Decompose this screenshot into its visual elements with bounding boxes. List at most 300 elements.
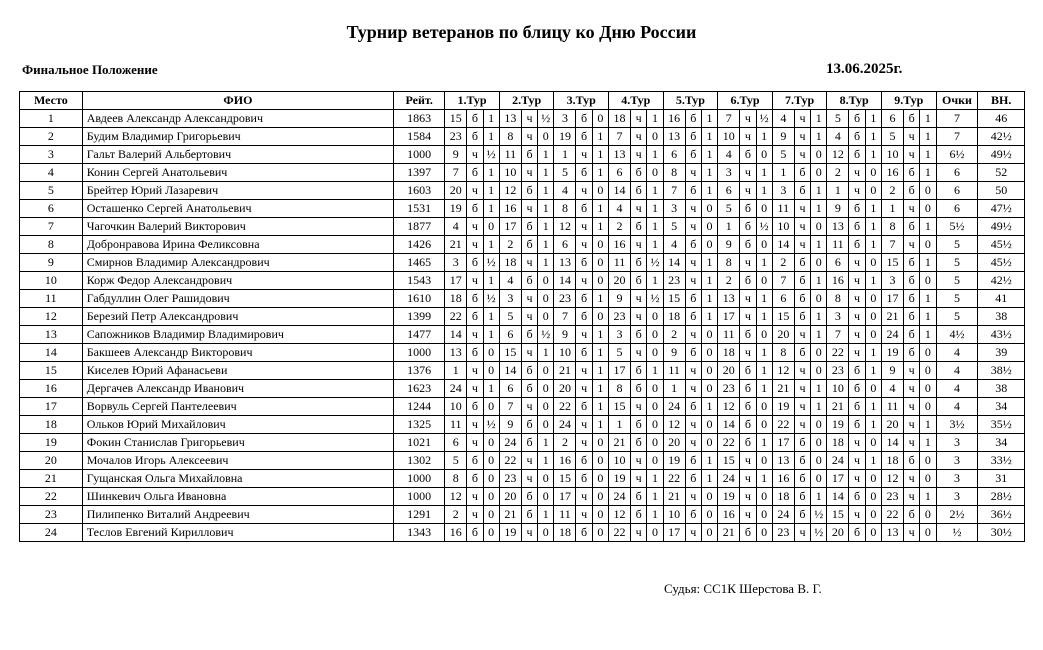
cell-opponent: 2 [499, 236, 521, 254]
cell-color: б [631, 164, 647, 182]
cell-result: 0 [865, 524, 881, 542]
cell-color: ч [740, 470, 756, 488]
cell-opponent: 22 [663, 470, 685, 488]
cell-color: ч [849, 164, 865, 182]
cell-result: 1 [483, 164, 499, 182]
cell-points: 5 [936, 272, 978, 290]
cell-points: 6½ [936, 146, 978, 164]
cell-name: Брейтер Юрий Лазаревич [82, 182, 393, 200]
cell-opponent: 14 [718, 416, 740, 434]
cell-opponent: 17 [499, 218, 521, 236]
cell-color: ч [740, 344, 756, 362]
cell-opponent: 19 [554, 128, 576, 146]
cell-color: б [576, 398, 592, 416]
cell-opponent: 14 [827, 488, 849, 506]
cell-result: 0 [701, 506, 717, 524]
cell-place: 18 [20, 416, 83, 434]
cell-color: б [794, 470, 810, 488]
cell-result: 0 [920, 362, 936, 380]
cell-color: б [467, 200, 483, 218]
cell-result: 0 [592, 524, 608, 542]
cell-opponent: 21 [554, 362, 576, 380]
cell-color: б [576, 110, 592, 128]
cell-color: б [849, 398, 865, 416]
cell-opponent: 17 [663, 524, 685, 542]
cell-result: 0 [647, 416, 663, 434]
cell-place: 12 [20, 308, 83, 326]
cell-rating: 1623 [394, 380, 445, 398]
cell-points: 5 [936, 308, 978, 326]
header-round-7: 7.Тур [772, 92, 827, 110]
cell-color: ч [576, 416, 592, 434]
cell-color: ч [576, 434, 592, 452]
cell-result: 1 [647, 272, 663, 290]
cell-result: 1 [701, 146, 717, 164]
cell-opponent: 1 [827, 182, 849, 200]
cell-color: б [685, 290, 701, 308]
cell-opponent: 12 [881, 470, 903, 488]
cell-result: 0 [701, 218, 717, 236]
table-row [20, 416, 1025, 434]
cell-color: б [631, 362, 647, 380]
cell-color: б [576, 290, 592, 308]
cell-buchholz: 39 [978, 344, 1025, 362]
cell-opponent: 2 [554, 434, 576, 452]
cell-result: 0 [483, 398, 499, 416]
cell-color: ч [685, 362, 701, 380]
cell-color: б [794, 290, 810, 308]
cell-opponent: 8 [772, 344, 794, 362]
cell-buchholz: 43½ [978, 326, 1025, 344]
cell-color: б [576, 470, 592, 488]
cell-opponent: 10 [554, 344, 576, 362]
cell-place: 7 [20, 218, 83, 236]
cell-result: 1 [592, 326, 608, 344]
cell-opponent: 17 [609, 362, 631, 380]
cell-color: ч [576, 362, 592, 380]
cell-opponent: 6 [718, 182, 740, 200]
cell-points: 5 [936, 236, 978, 254]
cell-color: ч [467, 326, 483, 344]
cell-opponent: 23 [554, 290, 576, 308]
table-row [20, 344, 1025, 362]
cell-name: Бакшеев Александр Викторович [82, 344, 393, 362]
table-row [20, 308, 1025, 326]
cell-opponent: 17 [881, 290, 903, 308]
cell-opponent: 24 [827, 452, 849, 470]
cell-buchholz: 41 [978, 290, 1025, 308]
cell-color: б [849, 488, 865, 506]
cell-color: б [467, 164, 483, 182]
cell-color: б [576, 164, 592, 182]
cell-name: Ольков Юрий Михайлович [82, 416, 393, 434]
cell-rating: 1399 [394, 308, 445, 326]
cell-name: Конин Сергей Анатольевич [82, 164, 393, 182]
cell-color: б [467, 110, 483, 128]
cell-result: 0 [865, 326, 881, 344]
cell-color: б [849, 218, 865, 236]
cell-color: ч [794, 524, 810, 542]
cell-result: 0 [647, 164, 663, 182]
cell-opponent: 9 [663, 344, 685, 362]
cell-result: 1 [811, 182, 827, 200]
cell-color: ч [521, 200, 537, 218]
header-round-5: 5.Тур [663, 92, 718, 110]
cell-color: б [467, 254, 483, 272]
cell-color: ч [631, 290, 647, 308]
cell-opponent: 8 [663, 164, 685, 182]
cell-points: 3 [936, 470, 978, 488]
cell-result: 0 [701, 434, 717, 452]
cell-result: 1 [756, 470, 772, 488]
cell-opponent: 13 [554, 254, 576, 272]
cell-result: 1 [701, 398, 717, 416]
cell-opponent: 6 [881, 110, 903, 128]
cell-buchholz: 45½ [978, 254, 1025, 272]
cell-result: 1 [756, 380, 772, 398]
table-row [20, 398, 1025, 416]
cell-opponent: 13 [663, 128, 685, 146]
cell-result: 1 [811, 200, 827, 218]
cell-points: 3 [936, 434, 978, 452]
cell-result: 1 [920, 416, 936, 434]
cell-opponent: 4 [827, 128, 849, 146]
cell-color: ч [904, 398, 920, 416]
cell-opponent: 6 [609, 164, 631, 182]
cell-result: 0 [647, 344, 663, 362]
table-row [20, 218, 1025, 236]
cell-result: 0 [701, 488, 717, 506]
cell-opponent: 9 [881, 362, 903, 380]
cell-color: б [740, 218, 756, 236]
cell-buchholz: 49½ [978, 218, 1025, 236]
cell-opponent: 8 [881, 218, 903, 236]
cell-opponent: 23 [609, 308, 631, 326]
cell-color: ч [576, 218, 592, 236]
cell-color: ч [521, 470, 537, 488]
table-row [20, 290, 1025, 308]
cell-result: 1 [865, 218, 881, 236]
cell-color: ч [467, 236, 483, 254]
cell-color: ч [521, 308, 537, 326]
cell-place: 13 [20, 326, 83, 344]
cell-color: ч [740, 128, 756, 146]
header-round-9: 9.Тур [881, 92, 936, 110]
cell-result: 0 [483, 488, 499, 506]
cell-opponent: 2 [609, 218, 631, 236]
cell-color: ч [740, 488, 756, 506]
cell-points: 4 [936, 398, 978, 416]
cell-opponent: 23 [499, 470, 521, 488]
cell-opponent: 10 [772, 218, 794, 236]
cell-opponent: 9 [499, 416, 521, 434]
cell-result: 1 [538, 452, 554, 470]
cell-color: ч [467, 272, 483, 290]
cell-result: 0 [811, 164, 827, 182]
cell-opponent: 13 [772, 452, 794, 470]
cell-rating: 1000 [394, 146, 445, 164]
cell-result: 1 [647, 200, 663, 218]
cell-color: б [631, 218, 647, 236]
cell-color: б [521, 146, 537, 164]
cell-opponent: 2 [772, 254, 794, 272]
cell-opponent: 1 [772, 164, 794, 182]
cell-color: б [685, 506, 701, 524]
cell-buchholz: 34 [978, 434, 1025, 452]
cell-result: 1 [811, 128, 827, 146]
cell-result: ½ [483, 416, 499, 434]
cell-color: ч [631, 398, 647, 416]
cell-opponent: 11 [663, 362, 685, 380]
cell-color: ч [740, 290, 756, 308]
cell-rating: 1291 [394, 506, 445, 524]
table-row [20, 470, 1025, 488]
cell-name: Фокин Станислав Григорьевич [82, 434, 393, 452]
cell-color: б [904, 164, 920, 182]
cell-result: 0 [647, 128, 663, 146]
cell-result: 0 [920, 344, 936, 362]
cell-opponent: 20 [499, 488, 521, 506]
cell-name: Авдеев Александр Александрович [82, 110, 393, 128]
cell-opponent: 1 [609, 416, 631, 434]
cell-opponent: 2 [663, 326, 685, 344]
cell-points: 3 [936, 488, 978, 506]
cell-color: ч [685, 326, 701, 344]
cell-opponent: 4 [663, 236, 685, 254]
cell-color: ч [740, 452, 756, 470]
cell-points: 5½ [936, 218, 978, 236]
cell-result: 0 [756, 326, 772, 344]
cell-result: 0 [920, 200, 936, 218]
cell-place: 22 [20, 488, 83, 506]
cell-result: 0 [920, 272, 936, 290]
cell-opponent: 6 [772, 290, 794, 308]
cell-result: 1 [483, 380, 499, 398]
table-row [20, 200, 1025, 218]
cell-color: б [904, 344, 920, 362]
cell-color: ч [904, 488, 920, 506]
cell-opponent: 14 [881, 434, 903, 452]
cell-result: 1 [920, 290, 936, 308]
cell-result: 0 [592, 110, 608, 128]
cell-color: ч [521, 110, 537, 128]
cell-opponent: 21 [663, 488, 685, 506]
cell-result: 0 [592, 488, 608, 506]
cell-result: 0 [865, 506, 881, 524]
cell-opponent: 14 [499, 362, 521, 380]
table-row [20, 362, 1025, 380]
cell-color: ч [576, 380, 592, 398]
cell-color: б [521, 380, 537, 398]
cell-color: б [521, 434, 537, 452]
cell-opponent: 23 [718, 380, 740, 398]
cell-result: 0 [647, 524, 663, 542]
cell-color: б [740, 398, 756, 416]
cell-color: ч [740, 308, 756, 326]
cell-opponent: 17 [718, 308, 740, 326]
cell-color: б [849, 236, 865, 254]
cell-color: ч [794, 398, 810, 416]
cell-result: 1 [538, 506, 554, 524]
header-round-3: 3.Тур [554, 92, 609, 110]
cell-color: б [740, 200, 756, 218]
cell-result: 1 [592, 398, 608, 416]
cell-name: Березий Петр Александрович [82, 308, 393, 326]
cell-result: 0 [756, 488, 772, 506]
cell-color: б [685, 182, 701, 200]
cell-opponent: 17 [772, 434, 794, 452]
cell-color: б [904, 218, 920, 236]
cell-points: 4 [936, 344, 978, 362]
cell-result: ½ [756, 218, 772, 236]
cell-opponent: 14 [554, 272, 576, 290]
cell-opponent: 7 [499, 398, 521, 416]
table-row [20, 236, 1025, 254]
cell-opponent: 5 [445, 452, 467, 470]
cell-color: ч [576, 146, 592, 164]
cell-color: б [685, 146, 701, 164]
cell-result: 1 [538, 236, 554, 254]
cell-result: 1 [538, 254, 554, 272]
cell-opponent: 6 [445, 434, 467, 452]
cell-color: ч [467, 488, 483, 506]
cell-opponent: 22 [827, 344, 849, 362]
cell-result: 1 [756, 164, 772, 182]
cell-opponent: 23 [827, 362, 849, 380]
cell-color: ч [467, 146, 483, 164]
cell-opponent: 21 [609, 434, 631, 452]
cell-opponent: 1 [663, 380, 685, 398]
cell-result: 0 [647, 308, 663, 326]
cell-result: 0 [701, 344, 717, 362]
cell-color: ч [849, 452, 865, 470]
cell-result: 1 [592, 380, 608, 398]
cell-opponent: 5 [827, 110, 849, 128]
cell-opponent: 24 [881, 326, 903, 344]
cell-opponent: 20 [718, 362, 740, 380]
cell-result: 1 [647, 506, 663, 524]
table-header-row [20, 92, 1025, 110]
cell-opponent: 22 [554, 398, 576, 416]
cell-result: 1 [865, 236, 881, 254]
cell-color: ч [849, 272, 865, 290]
cell-opponent: 11 [554, 506, 576, 524]
cell-buchholz: 35½ [978, 416, 1025, 434]
cell-result: 0 [538, 470, 554, 488]
cell-result: 1 [647, 470, 663, 488]
cell-color: б [740, 524, 756, 542]
cell-result: 1 [865, 110, 881, 128]
cell-place: 11 [20, 290, 83, 308]
cell-color: б [467, 308, 483, 326]
cell-color: б [740, 326, 756, 344]
cell-result: ½ [538, 326, 554, 344]
cell-result: 0 [920, 398, 936, 416]
cell-result: 0 [865, 470, 881, 488]
cell-points: 3½ [936, 416, 978, 434]
tournament-title: Турнир ветеранов по блицу ко Дню России [346, 22, 697, 42]
cell-opponent: 15 [445, 110, 467, 128]
cell-opponent: 19 [663, 452, 685, 470]
cell-name: Пилипенко Виталий Андреевич [82, 506, 393, 524]
cell-opponent: 5 [663, 218, 685, 236]
cell-result: 0 [538, 290, 554, 308]
cell-buchholz: 34 [978, 398, 1025, 416]
cell-result: 0 [920, 380, 936, 398]
cell-result: 1 [920, 146, 936, 164]
cell-result: 1 [701, 164, 717, 182]
cell-opponent: 13 [445, 344, 467, 362]
cell-opponent: 3 [609, 326, 631, 344]
cell-color: б [794, 344, 810, 362]
cell-color: б [794, 506, 810, 524]
cell-result: 1 [483, 326, 499, 344]
cell-result: 0 [483, 344, 499, 362]
cell-result: 1 [538, 434, 554, 452]
cell-color: б [849, 146, 865, 164]
cell-color: б [631, 326, 647, 344]
cell-color: ч [904, 380, 920, 398]
cell-result: 0 [647, 452, 663, 470]
cell-color: б [740, 236, 756, 254]
cell-color: ч [740, 182, 756, 200]
cell-opponent: 17 [445, 272, 467, 290]
cell-result: 0 [701, 416, 717, 434]
cell-opponent: 6 [499, 380, 521, 398]
cell-color: б [849, 200, 865, 218]
cell-opponent: 22 [881, 506, 903, 524]
cell-result: 0 [811, 146, 827, 164]
cell-color: б [467, 290, 483, 308]
cell-points: 4½ [936, 326, 978, 344]
table-row [20, 524, 1025, 542]
table-row [20, 182, 1025, 200]
cell-result: 1 [756, 344, 772, 362]
cell-result: 1 [756, 182, 772, 200]
cell-color: б [794, 254, 810, 272]
cell-color: ч [576, 182, 592, 200]
cell-opponent: 9 [554, 326, 576, 344]
cell-opponent: 11 [445, 416, 467, 434]
cell-opponent: 7 [445, 164, 467, 182]
cell-opponent: 4 [881, 380, 903, 398]
cell-result: ½ [647, 290, 663, 308]
cell-color: ч [849, 182, 865, 200]
cell-rating: 1397 [394, 164, 445, 182]
cell-result: 0 [538, 272, 554, 290]
cell-result: 1 [920, 128, 936, 146]
cell-place: 1 [20, 110, 83, 128]
cell-place: 10 [20, 272, 83, 290]
cell-name: Сапожников Владимир Владимирович [82, 326, 393, 344]
cell-result: 0 [483, 452, 499, 470]
cell-opponent: 5 [499, 308, 521, 326]
cell-color: ч [631, 128, 647, 146]
cell-color: ч [685, 416, 701, 434]
cell-opponent: 20 [663, 434, 685, 452]
table-row [20, 488, 1025, 506]
cell-color: ч [794, 110, 810, 128]
cell-rating: 1531 [394, 200, 445, 218]
standings-subtitle: Финальное Положение [22, 62, 158, 77]
cell-color: ч [794, 200, 810, 218]
cell-result: 0 [538, 524, 554, 542]
cell-color: ч [685, 380, 701, 398]
cell-color: ч [685, 524, 701, 542]
cell-color: б [904, 506, 920, 524]
cell-rating: 1000 [394, 344, 445, 362]
cell-result: 0 [592, 182, 608, 200]
